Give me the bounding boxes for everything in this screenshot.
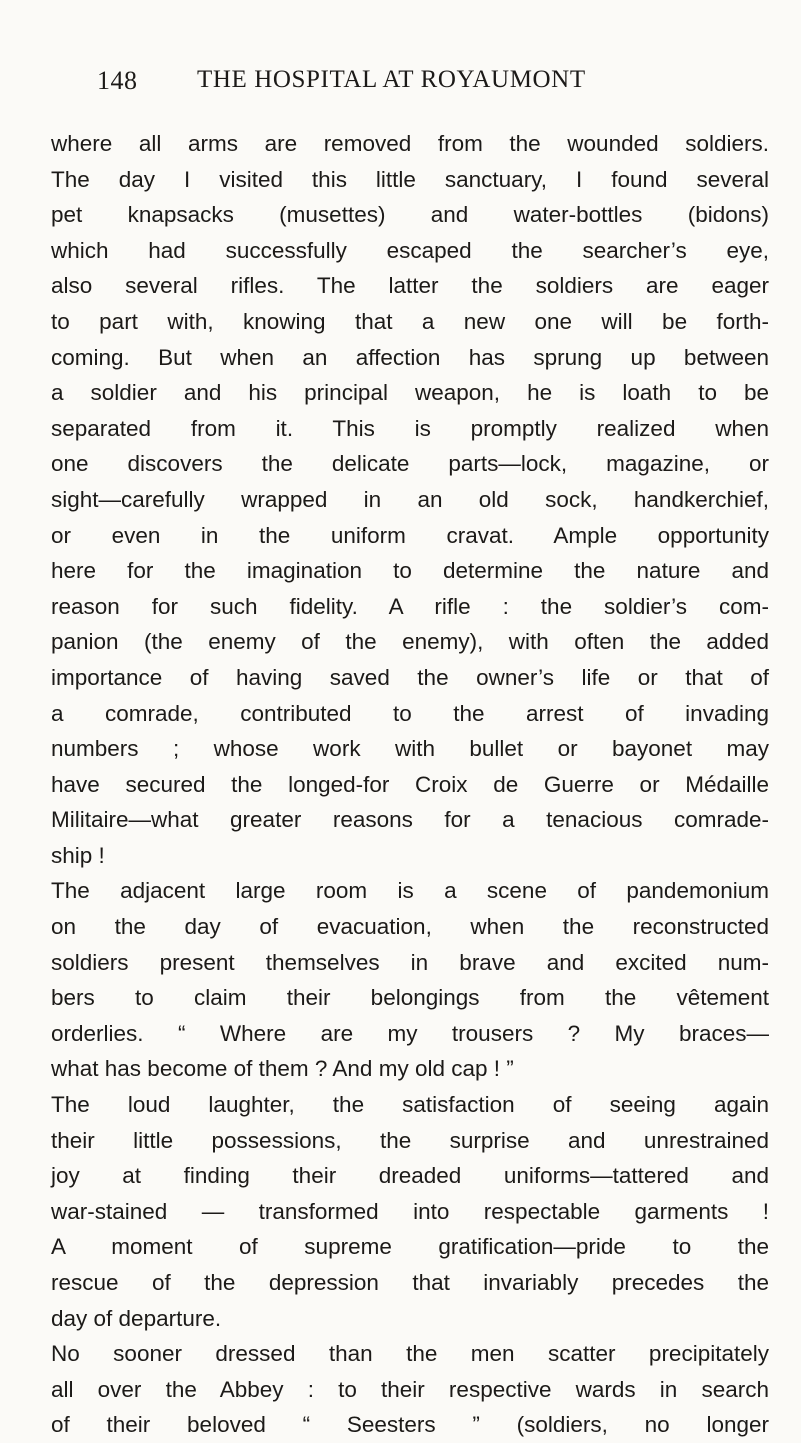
text-line: numbers ; whose work with bullet or bayonet may (51, 736, 769, 762)
text-line: day of departure. (51, 1305, 222, 1331)
text-line: a comrade, contributed to the arrest of invading (51, 700, 769, 726)
text-line: one discovers the delicate parts—lock, magazine, or (51, 451, 769, 477)
text-line: ship ! (51, 842, 105, 868)
text-line: of their beloved “ Seesters ” (soldiers, no longer (51, 1412, 769, 1438)
text-line: sight—carefully wrapped in an old sock, handkerchief, (51, 486, 769, 512)
text-line: No sooner dressed than the men scatter precipitately (51, 1341, 769, 1367)
text-line: bers to claim their belongings from the vêtement (51, 985, 769, 1011)
text-line: The loud laughter, the satisfaction of seeing again (51, 1092, 769, 1118)
page-header (97, 66, 657, 106)
body-text (51, 126, 769, 1443)
text-line: importance of having saved the owner’s life or that of (51, 664, 769, 690)
text-line: their little possessions, the surprise and unrestrained (51, 1127, 769, 1153)
text-line: also several rifles. The latter the soldiers are eager (51, 273, 769, 299)
page-number: 148 (97, 66, 138, 95)
text-line: war-stained — transformed into respectable garments ! (51, 1198, 769, 1224)
text-line: or even in the uniform cravat. Ample opportunity (51, 522, 769, 548)
text-line: A moment of supreme gratification—pride to the (51, 1234, 769, 1260)
text-line: what has become of them ? And my old cap ! ” (51, 1056, 514, 1082)
text-line: all over the Abbey : to their respective wards in search (51, 1376, 769, 1402)
text-line: have secured the longed-for Croix de Guerre or Médaille (51, 771, 769, 797)
text-line: rescue of the depression that invariably precedes the (51, 1270, 769, 1295)
text-line: where all arms are removed from the wounded soldiers. (51, 131, 769, 156)
text-line: here for the imagination to determine the nature and (51, 558, 769, 584)
text-line: reason for such fidelity. A rifle : the soldier’s com- (51, 593, 769, 619)
text-line: coming. But when an affection has sprung up between (51, 344, 769, 370)
text-line: joy at finding their dreaded uniforms—tattered and (51, 1163, 769, 1189)
text-line: which had successfully escaped the searcher’s eye, (51, 237, 769, 263)
text-line: orderlies. “ Where are my trousers ? My braces— (51, 1020, 769, 1046)
running-head: THE HOSPITAL AT ROYAUMONT (197, 66, 586, 93)
text-line: The adjacent large room is a scene of pandemonium (51, 878, 769, 904)
text-line: The day I visited this little sanctuary, I found several (51, 166, 769, 192)
text-line: panion (the enemy of the enemy), with often the added (51, 629, 769, 655)
text-line: pet knapsacks (musettes) and water-bottles (bidons) (51, 202, 769, 228)
text-line: separated from it. This is promptly realized when (51, 415, 769, 441)
text-line: Militaire—what greater reasons for a tenacious comrade- (51, 807, 769, 833)
text-line: to part with, knowing that a new one will be forth- (51, 308, 769, 334)
text-line: a soldier and his principal weapon, he is loath to be (51, 380, 769, 406)
text-line: on the day of evacuation, when the reconstructed (51, 914, 769, 940)
text-line: soldiers present themselves in brave and excited num- (51, 949, 769, 975)
